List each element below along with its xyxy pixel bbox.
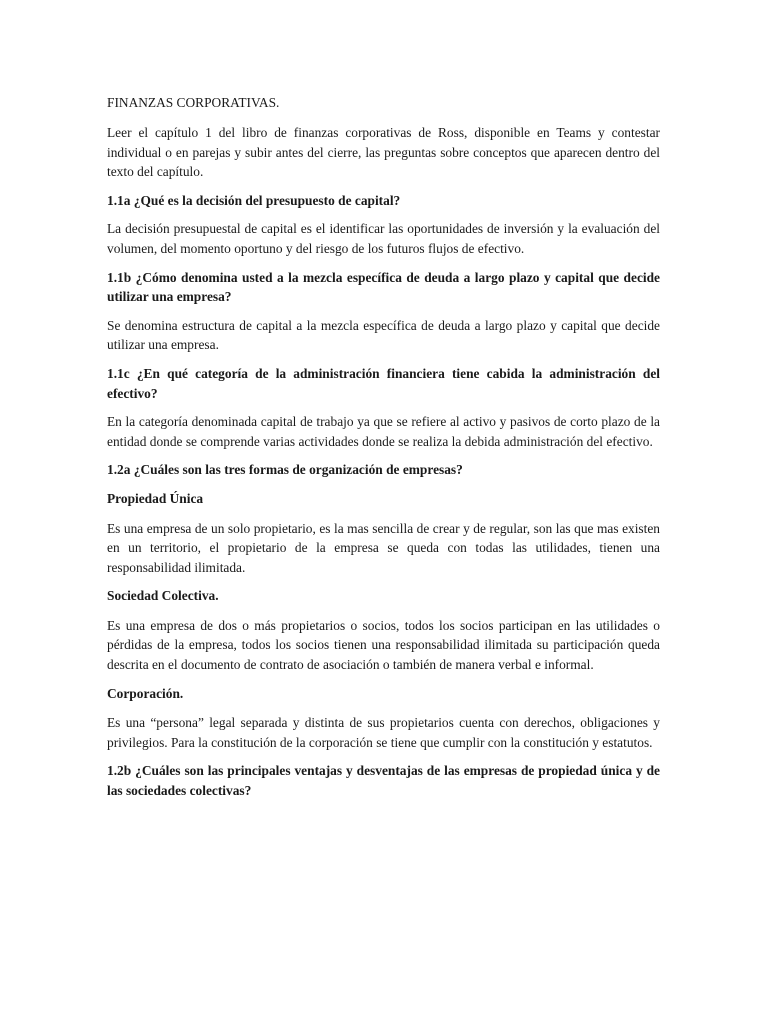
question-1-1b: 1.1b ¿Cómo denomina usted a la mezcla específica de deuda a largo plazo y capital que decide utilizar una empresa? <box>107 269 660 305</box>
section-text-corporacion: Es una “persona” legal separada y distinta de sus propietarios cuenta con derechos, obligaciones y privilegios. Para la constitución de la corporación se tiene que cumplir con la constitución y estatutos. <box>107 715 660 750</box>
answer-1-1b: Se denomina estructura de capital a la mezcla específica de deuda a largo plazo y capital que decide utilizar una empresa. <box>107 317 660 353</box>
question-1-1a: 1.1a ¿Qué es la decisión del presupuesto de capital? <box>107 192 401 208</box>
section-text-sociedad-colectiva: Es una empresa de dos o más propietarios o socios, todos los socios participan en las utilidades o pérdidas de la empresa, todos los socios tienen una responsabilidad ilimitada su participación queda descrita en el documento de contrato de asociación o también de manera verbal e informal. <box>107 617 660 673</box>
section-heading-propiedad-unica: Propiedad Única <box>107 490 204 506</box>
question-1-2a: 1.2a ¿Cuáles son las tres formas de organización de empresas? <box>107 462 463 478</box>
question-1-2b: 1.2b ¿Cuáles son las principales ventajas y desventajas de las empresas de propiedad única y de las sociedades colectivas? <box>107 763 660 799</box>
document-body <box>107 93 660 810</box>
question-1-1c: 1.1c ¿En qué categoría de la administración financiera tiene cabida la administración del efectivo? <box>107 365 660 401</box>
answer-1-1c: En la categoría denominada capital de trabajo ya que se refiere al activo y pasivos de corto plazo de la entidad donde se comprende varias actividades donde se realiza la debida administración del efectivo. <box>107 414 660 449</box>
section-heading-sociedad-colectiva: Sociedad Colectiva. <box>107 588 219 604</box>
section-text-propiedad-unica: Es una empresa de un solo propietario, es la mas sencilla de crear y de regular, son las que mas existen en un territorio, el propietario de la empresa se queda con todas las utilidades, tienen una responsabilidad ilimitada. <box>107 520 660 575</box>
document-title: FINANZAS CORPORATIVAS. <box>107 95 280 110</box>
intro-paragraph: Leer el capítulo 1 del libro de finanzas corporativas de Ross, disponible en Teams y contestar individual o en parejas y subir antes del cierre, las preguntas sobre conceptos que aparecen dentro del texto del capítulo. <box>107 125 660 180</box>
section-heading-corporacion: Corporación. <box>107 685 184 701</box>
answer-1-1a: La decisión presupuestal de capital es el identificar las oportunidades de inversión y la evaluación del volumen, del momento oportuno y del riesgo de los futuros flujos de efectivo. <box>107 221 660 256</box>
